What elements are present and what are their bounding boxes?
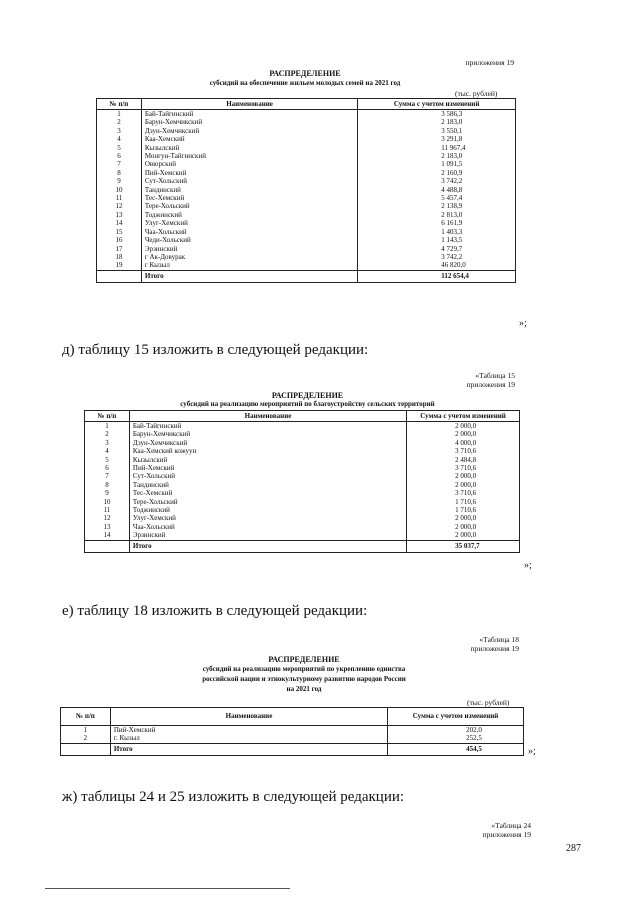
- table-subtitle-line3: на 2021 год: [286, 685, 322, 693]
- table-row: [97, 186, 516, 194]
- row-number: 16: [97, 236, 142, 244]
- row-number: 3: [85, 439, 130, 447]
- row-name: Барун-Хемчикский: [141, 118, 357, 126]
- row-name: Тес-Хемский: [141, 194, 357, 202]
- row-name: Чаа-Хольский: [141, 228, 357, 236]
- row-number: 1: [97, 110, 142, 119]
- row-value: 2 000,0: [407, 523, 520, 531]
- row-name: Кызылский: [129, 456, 406, 464]
- row-number: 5: [97, 144, 142, 152]
- column-header: № п/п: [97, 99, 142, 110]
- row-name: г. Кызыл: [110, 734, 387, 743]
- row-value: 3 710,6: [407, 464, 520, 472]
- paragraph-zh: ж) таблицы 24 и 25 изложить в следующей редакции:: [62, 789, 405, 805]
- row-number: 9: [97, 177, 142, 185]
- row-number: 7: [85, 472, 130, 480]
- row-value: 2 000,0: [407, 481, 520, 489]
- row-name: Чеди-Хольский: [141, 236, 357, 244]
- paragraph-d: д) таблицу 15 изложить в следующей редакции:: [62, 342, 369, 358]
- table-row: [61, 726, 524, 735]
- row-value: 1 403,3: [358, 228, 516, 236]
- table-row: [97, 160, 516, 168]
- table-row: [85, 481, 520, 489]
- table-row: [97, 245, 516, 253]
- table-title: РАСПРЕДЕЛЕНИЕ: [268, 655, 340, 664]
- row-name: Дзун-Хемчикский: [129, 439, 406, 447]
- row-number: 11: [97, 194, 142, 202]
- row-name: Кызылский: [141, 144, 357, 152]
- row-name: Тоджинский: [129, 506, 406, 514]
- row-value: 3 291,8: [358, 135, 516, 143]
- row-name: Эрзинский: [129, 531, 406, 540]
- column-header: Наименование: [141, 99, 357, 110]
- row-value: 2 138,9: [358, 202, 516, 210]
- paragraph-e: е) таблицу 18 изложить в следующей редакции:: [62, 603, 368, 619]
- table-subtitle-line2: российской нации и этнокультурному развитию народов России: [202, 675, 406, 683]
- table-row: [97, 177, 516, 185]
- table-caption-line1: «Таблица 18: [479, 635, 519, 644]
- row-name: Улуг-Хемский: [141, 219, 357, 227]
- column-header: Сумма с учетом изменений: [388, 708, 524, 726]
- row-value: 3 586,3: [358, 110, 516, 119]
- row-number: 10: [97, 186, 142, 194]
- row-name: Сут-Хольский: [141, 177, 357, 185]
- total-row: [85, 540, 520, 552]
- table-caption-line2: приложения 19: [466, 380, 515, 389]
- row-value: 5 457,4: [358, 194, 516, 202]
- row-number: 19: [97, 261, 142, 270]
- row-value: 2 813,0: [358, 211, 516, 219]
- table-caption-line2: приложения 19: [470, 644, 519, 653]
- row-name: г Ак-Довурак: [141, 253, 357, 261]
- table-row: [97, 253, 516, 261]
- row-value: 2 183,0: [358, 118, 516, 126]
- row-name: Тандинский: [129, 481, 406, 489]
- table-row: [97, 110, 516, 119]
- row-number: 14: [97, 219, 142, 227]
- total-row: [61, 743, 524, 755]
- row-number: 6: [97, 152, 142, 160]
- row-number: 2: [61, 734, 111, 743]
- row-value: 3 710,6: [407, 489, 520, 497]
- row-value: 2 000,0: [407, 472, 520, 480]
- row-number: 12: [97, 202, 142, 210]
- total-value: 35 037,7: [407, 540, 520, 552]
- row-value: 2 000,0: [407, 430, 520, 438]
- total-label: Итого: [141, 270, 357, 282]
- row-name: Тес-Хемский: [129, 489, 406, 497]
- row-number: 1: [85, 422, 130, 431]
- table-row: [97, 219, 516, 227]
- table-row: [85, 523, 520, 531]
- table-subtitle-line1: субсидий на реализацию мероприятий по укреплению единства: [202, 665, 406, 673]
- row-number: 2: [97, 118, 142, 126]
- table-row: [97, 194, 516, 202]
- total-number-cell: [61, 743, 111, 755]
- units-label: (тыс. рублей): [455, 89, 498, 98]
- row-value: 6 161,9: [358, 219, 516, 227]
- row-value: 252,5: [388, 734, 524, 743]
- table-row: [61, 734, 524, 743]
- row-name: Пий-Хемский: [141, 169, 357, 177]
- column-header: Сумма с учетом изменений: [407, 411, 520, 422]
- row-value: 1 091,5: [358, 160, 516, 168]
- row-name: Каа-Хемский: [141, 135, 357, 143]
- total-label: Итого: [110, 743, 387, 755]
- footnote-divider: [45, 888, 290, 889]
- row-name: Каа-Хемский кожуун: [129, 447, 406, 455]
- table-row: [97, 169, 516, 177]
- row-number: 12: [85, 514, 130, 522]
- table-row: [97, 127, 516, 135]
- row-name: Бай-Тайгинский: [129, 422, 406, 431]
- table-caption: приложения 19: [465, 58, 514, 67]
- row-number: 15: [97, 228, 142, 236]
- row-value: 2 160,9: [358, 169, 516, 177]
- row-value: 3 742,2: [358, 253, 516, 261]
- row-name: Тоджинский: [141, 211, 357, 219]
- page-number: 287: [566, 843, 581, 854]
- column-header: Наименование: [129, 411, 406, 422]
- row-number: 14: [85, 531, 130, 540]
- table-caption-line2: приложения 19: [482, 830, 531, 839]
- column-header: № п/п: [61, 708, 111, 726]
- table-row: [85, 506, 520, 514]
- table-caption-line1: «Таблица 15: [475, 371, 515, 380]
- row-number: 18: [97, 253, 142, 261]
- table-row: [97, 144, 516, 152]
- row-number: 13: [97, 211, 142, 219]
- table-row: [85, 472, 520, 480]
- row-name: Бай-Тайгинский: [141, 110, 357, 119]
- row-value: 46 820,0: [358, 261, 516, 270]
- total-value: 454,5: [388, 743, 524, 755]
- row-name: Дзун-Хемчикский: [141, 127, 357, 135]
- row-value: 2 000,0: [407, 422, 520, 431]
- distribution-table: [84, 410, 520, 553]
- row-name: Чаа-Хольский: [129, 523, 406, 531]
- table-row: [97, 236, 516, 244]
- row-value: 3 742,2: [358, 177, 516, 185]
- total-number-cell: [85, 540, 130, 552]
- end-quote-mark: »;: [524, 560, 532, 571]
- row-value: 4 488,8: [358, 186, 516, 194]
- row-value: 4 729,7: [358, 245, 516, 253]
- table-row: [85, 439, 520, 447]
- table-row: [85, 498, 520, 506]
- row-number: 13: [85, 523, 130, 531]
- row-number: 4: [97, 135, 142, 143]
- total-label: Итого: [129, 540, 406, 552]
- table-row: [85, 422, 520, 431]
- row-number: 8: [97, 169, 142, 177]
- row-name: г Кызыл: [141, 261, 357, 270]
- row-name: Пий-Хемский: [129, 464, 406, 472]
- row-name: Барун-Хемчикский: [129, 430, 406, 438]
- row-name: Тере-Хольский: [129, 498, 406, 506]
- row-number: 7: [97, 160, 142, 168]
- row-name: Эрзинский: [141, 245, 357, 253]
- row-name: Улуг-Хемский: [129, 514, 406, 522]
- table-caption-line1: «Таблица 24: [491, 821, 531, 830]
- column-header: Сумма с учетом изменений: [358, 99, 516, 110]
- table-row: [97, 228, 516, 236]
- table-row: [97, 152, 516, 160]
- row-value: 2 484,8: [407, 456, 520, 464]
- row-value: 1 710,6: [407, 506, 520, 514]
- row-number: 9: [85, 489, 130, 497]
- row-value: 2 183,0: [358, 152, 516, 160]
- row-value: 3 710,6: [407, 447, 520, 455]
- row-number: 10: [85, 498, 130, 506]
- row-value: 11 967,4: [358, 144, 516, 152]
- column-header: № п/п: [85, 411, 130, 422]
- table-row: [85, 514, 520, 522]
- row-name: Сут-Хольский: [129, 472, 406, 480]
- column-header: Наименование: [110, 708, 387, 726]
- row-value: 1 710,6: [407, 498, 520, 506]
- table-row: [97, 135, 516, 143]
- row-value: 202,0: [388, 726, 524, 735]
- row-number: 5: [85, 456, 130, 464]
- total-value: 112 654,4: [358, 270, 516, 282]
- end-quote-mark: »;: [528, 746, 536, 757]
- row-name: Тандинский: [141, 186, 357, 194]
- table-row: [97, 202, 516, 210]
- row-value: 2 000,0: [407, 531, 520, 540]
- table-row: [97, 211, 516, 219]
- row-number: 17: [97, 245, 142, 253]
- table-row: [97, 118, 516, 126]
- table-subtitle: субсидий на реализацию мероприятий по благоустройству сельских территорий: [180, 400, 435, 408]
- table-row: [85, 489, 520, 497]
- table-subtitle: субсидий на обеспечение жильем молодых семей на 2021 год: [209, 79, 401, 87]
- total-row: [97, 270, 516, 282]
- distribution-table: [60, 707, 524, 756]
- units-label: (тыс. рублей): [467, 698, 510, 707]
- table-row: [85, 430, 520, 438]
- row-name: Овюрский: [141, 160, 357, 168]
- table-title: РАСПРЕДЕЛЕНИЕ: [271, 391, 344, 400]
- table-title: РАСПРЕДЕЛЕНИЕ: [269, 69, 341, 78]
- row-number: 1: [61, 726, 111, 735]
- end-quote-mark: »;: [519, 318, 527, 329]
- table-row: [85, 447, 520, 455]
- row-name: Монгун-Тайгинский: [141, 152, 357, 160]
- row-number: 11: [85, 506, 130, 514]
- table-row: [85, 464, 520, 472]
- row-number: 4: [85, 447, 130, 455]
- row-value: 2 000,0: [407, 514, 520, 522]
- distribution-table: [96, 98, 516, 283]
- total-number-cell: [97, 270, 142, 282]
- row-value: 3 550,1: [358, 127, 516, 135]
- row-name: Тере-Хольский: [141, 202, 357, 210]
- row-number: 6: [85, 464, 130, 472]
- row-name: Пий-Хемский: [110, 726, 387, 735]
- row-value: 1 143,5: [358, 236, 516, 244]
- row-number: 8: [85, 481, 130, 489]
- table-row: [85, 456, 520, 464]
- row-number: 3: [97, 127, 142, 135]
- table-row: [85, 531, 520, 540]
- row-value: 4 000,0: [407, 439, 520, 447]
- row-number: 2: [85, 430, 130, 438]
- table-row: [97, 261, 516, 270]
